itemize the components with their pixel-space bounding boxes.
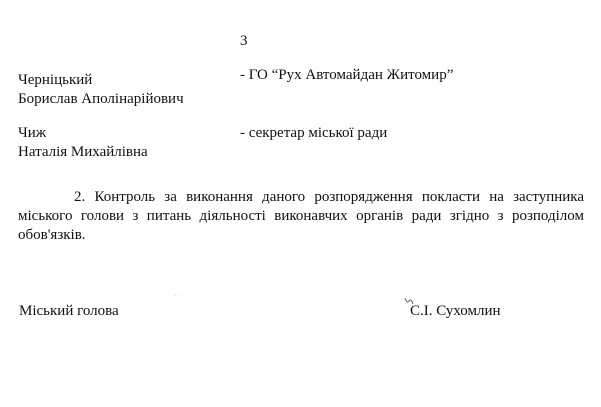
member-1-surname: Черніцький xyxy=(18,72,93,88)
page-number: 3 xyxy=(240,33,248,49)
signature-name: С.І. Сухомлин xyxy=(410,303,501,319)
member-1-role: - ГО “Рух Автомайдан Житомир” xyxy=(240,67,454,83)
scan-speck xyxy=(172,292,186,298)
signature-title: Міський голова xyxy=(19,303,119,319)
member-2-role: - секретар міської ради xyxy=(240,125,388,141)
member-2-surname: Чиж xyxy=(18,125,47,141)
member-2-given-names: Наталія Михайлівна xyxy=(18,144,148,160)
member-1-given-names: Борислав Аполінарійович xyxy=(18,91,184,107)
control-paragraph: 2. Контроль за виконання даного розпорядження покласти на заступника міського голови з питань діяльності виконавчих органів ради згідно з розподілом обов'язків. xyxy=(18,189,584,243)
